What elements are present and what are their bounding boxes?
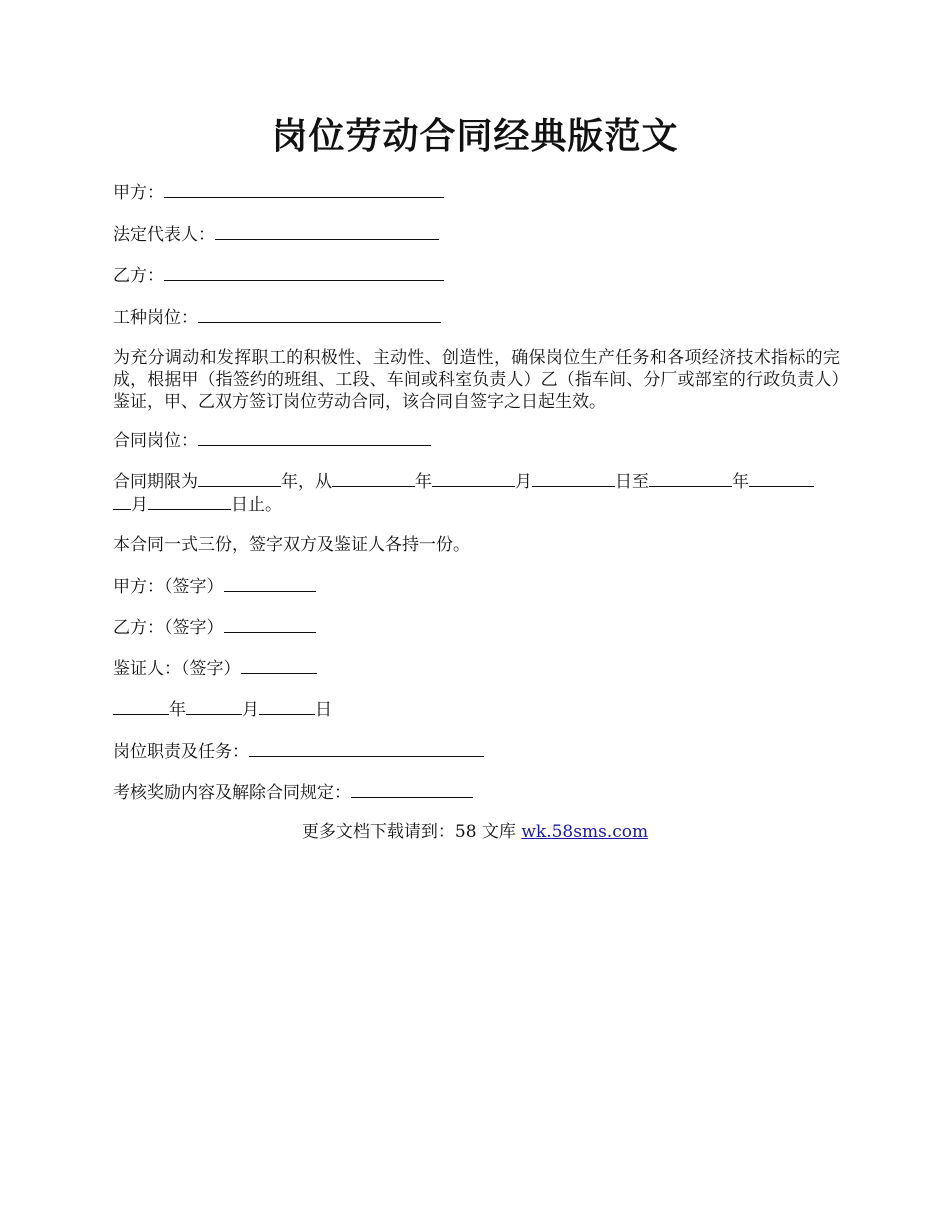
term-year-label: 年 bbox=[281, 472, 298, 492]
sign-a-label: 甲方：（签字） bbox=[113, 577, 224, 597]
end-month-blank-part1[interactable] bbox=[749, 470, 814, 487]
job-type-label: 工种岗位： bbox=[113, 308, 198, 328]
end-year-label: 年 bbox=[732, 472, 749, 492]
legal-rep-line bbox=[113, 223, 439, 246]
intro-paragraph: 为充分调动和发挥职工的积极性、主动性、创造性，确保岗位生产任务和各项经济技术指标的完成，根据甲（指签约的班组、工段、车间或科室负责人）乙（指车间、分厂或部室的行政负责人）鉴证，甲、乙双方签订岗位劳动合同，该合同自签字之日起生效。 bbox=[113, 348, 840, 412]
end-year-blank[interactable] bbox=[649, 470, 732, 487]
sign-a-line bbox=[113, 575, 316, 598]
assessment-blank[interactable] bbox=[351, 781, 473, 798]
assessment-label: 考核奖励内容及解除合同规定： bbox=[113, 783, 351, 803]
contract-post-line bbox=[113, 429, 431, 452]
date-year-label: 年 bbox=[169, 700, 186, 720]
start-month-blank[interactable] bbox=[432, 470, 515, 487]
date-day-label: 日 bbox=[315, 700, 332, 720]
date-line bbox=[113, 698, 332, 721]
duties-blank[interactable] bbox=[249, 740, 484, 757]
assessment-line bbox=[113, 781, 473, 804]
start-month-label: 月 bbox=[515, 472, 532, 492]
footer-link[interactable]: wk.58sms.com bbox=[521, 822, 649, 842]
legal-rep-label: 法定代表人： bbox=[113, 225, 215, 245]
party-a-blank[interactable] bbox=[164, 181, 444, 198]
date-day-blank[interactable] bbox=[259, 698, 315, 715]
sign-b-label: 乙方：（签字） bbox=[113, 618, 224, 638]
contract-post-label: 合同岗位： bbox=[113, 431, 198, 451]
sign-b-blank[interactable] bbox=[224, 616, 316, 633]
job-type-line bbox=[113, 306, 441, 329]
start-day-blank[interactable] bbox=[532, 470, 615, 487]
contract-term-line-1 bbox=[113, 470, 814, 493]
end-day-label: 日止。 bbox=[231, 495, 282, 515]
term-from-label: ，从 bbox=[298, 472, 332, 492]
end-month-blank-part2[interactable] bbox=[113, 493, 131, 510]
copies-line: 本合同一式三份，签字双方及鉴证人各持一份。 bbox=[113, 535, 470, 555]
party-b-line bbox=[113, 264, 444, 287]
term-years-blank[interactable] bbox=[198, 470, 281, 487]
job-type-blank[interactable] bbox=[198, 306, 441, 323]
sign-witness-line bbox=[113, 657, 317, 680]
sign-a-blank[interactable] bbox=[224, 575, 316, 592]
party-a-line bbox=[113, 181, 444, 204]
party-b-label: 乙方： bbox=[113, 266, 164, 286]
sign-b-line bbox=[113, 616, 316, 639]
end-month-label: 月 bbox=[131, 495, 148, 515]
footer-download-note bbox=[0, 821, 950, 843]
duties-line bbox=[113, 740, 484, 763]
sign-witness-blank[interactable] bbox=[241, 657, 317, 674]
date-month-blank[interactable] bbox=[186, 698, 242, 715]
legal-rep-blank[interactable] bbox=[215, 223, 439, 240]
start-year-blank[interactable] bbox=[332, 470, 415, 487]
start-day-to-label: 日至 bbox=[615, 472, 649, 492]
term-prefix: 合同期限为 bbox=[113, 472, 198, 492]
party-a-label: 甲方： bbox=[113, 183, 164, 203]
contract-post-blank[interactable] bbox=[198, 429, 431, 446]
footer-prefix: 更多文档下载请到：58 文库 bbox=[301, 822, 522, 842]
party-b-blank[interactable] bbox=[164, 264, 444, 281]
start-year-label: 年 bbox=[415, 472, 432, 492]
contract-term-line-2 bbox=[113, 493, 282, 516]
document-title: 岗位劳动合同经典版范文 bbox=[271, 115, 679, 157]
date-year-blank[interactable] bbox=[113, 698, 169, 715]
date-month-label: 月 bbox=[242, 700, 259, 720]
end-day-blank[interactable] bbox=[148, 493, 231, 510]
duties-label: 岗位职责及任务： bbox=[113, 742, 249, 762]
sign-witness-label: 鉴证人：（签字） bbox=[113, 659, 241, 679]
